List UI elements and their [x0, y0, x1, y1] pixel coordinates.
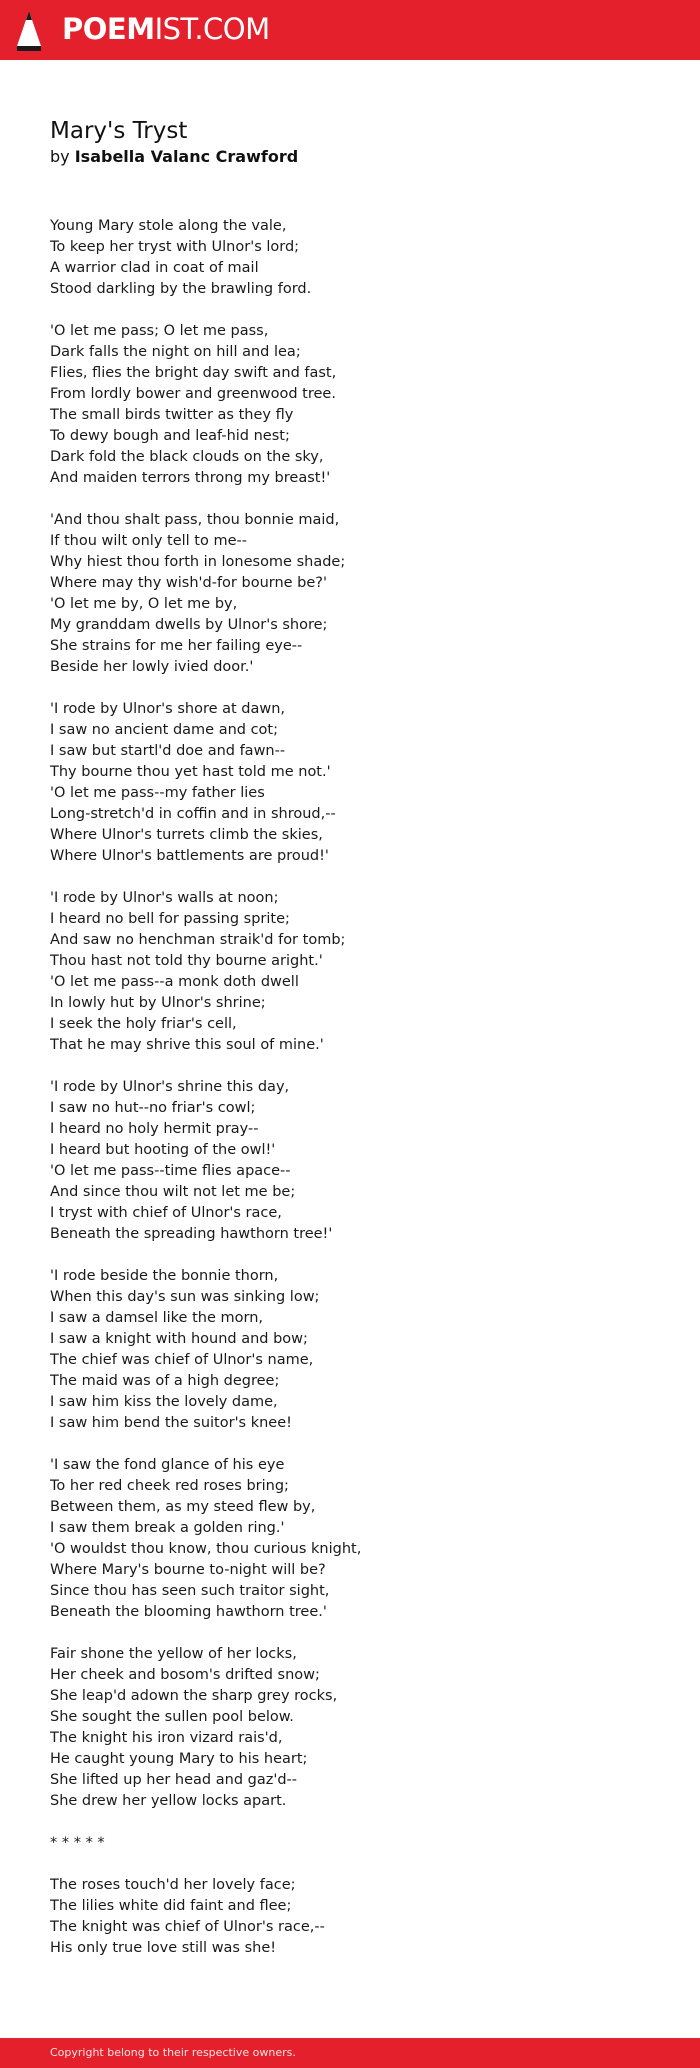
poem-line: To her red cheek red roses bring; — [50, 1478, 289, 1494]
poem-line: Young Mary stole along the vale, — [50, 218, 287, 234]
poem-line: Dark fold the black clouds on the sky, — [50, 449, 324, 465]
poem-line: 'O let me pass--time flies apace-- — [50, 1163, 291, 1179]
poem-line: To dewy bough and leaf-hid nest; — [50, 428, 290, 444]
poem-line: Since thou has seen such traitor sight, — [50, 1583, 330, 1599]
poem-stanza — [50, 1077, 650, 1245]
poem-line: 'O let me pass; O let me pass, — [50, 323, 269, 339]
poem-line: The knight his iron vizard rais'd, — [50, 1730, 283, 1746]
poem-line: 'And thou shalt pass, thou bonnie maid, — [50, 512, 340, 528]
poem-line: 'I rode by Ulnor's shore at dawn, — [50, 701, 286, 717]
site-logo[interactable] — [62, 12, 270, 46]
poem-line: Where may thy wish'd-for bourne be?' — [50, 575, 327, 591]
poem-stanza — [50, 699, 650, 867]
poem-stanza — [50, 888, 650, 1056]
poem-line: Long-stretch'd in coffin and in shroud,-- — [50, 806, 336, 822]
poem-line: I heard but hooting of the owl!' — [50, 1142, 276, 1158]
poem-line: A warrior clad in coat of mail — [50, 260, 259, 276]
poem-line: In lowly hut by Ulnor's shrine; — [50, 995, 266, 1011]
poem-line: 'I saw the fond glance of his eye — [50, 1457, 285, 1473]
poem-byline — [50, 146, 650, 168]
author-name[interactable]: Isabella Valanc Crawford — [74, 147, 299, 166]
poem-stanza — [50, 1266, 650, 1434]
poem-stanza — [50, 321, 650, 489]
poem-line: She leap'd adown the sharp grey rocks, — [50, 1688, 338, 1704]
poem-line: He caught young Mary to his heart; — [50, 1751, 308, 1767]
copyright-text: Copyright belong to their respective owners. — [50, 2046, 296, 2059]
poem-line: 'I rode by Ulnor's walls at noon; — [50, 890, 279, 906]
site-header — [0, 0, 700, 60]
poem-line: Stood darkling by the brawling ford. — [50, 281, 312, 297]
poem-line: Where Ulnor's turrets climb the skies, — [50, 827, 323, 843]
poem-line: 'O let me pass--a monk doth dwell — [50, 974, 299, 990]
poem-line: I heard no holy hermit pray-- — [50, 1121, 259, 1137]
poem-line: 'O wouldst thou know, thou curious knight, — [50, 1541, 362, 1557]
poem-title: Mary's Tryst — [50, 118, 188, 144]
poem-line: I tryst with chief of Ulnor's race, — [50, 1205, 282, 1221]
poem-line: Fair shone the yellow of her locks, — [50, 1646, 297, 1662]
poem-content — [50, 116, 650, 1980]
poem-line: I saw them break a golden ring.' — [50, 1520, 285, 1536]
poem-line: To keep her tryst with Ulnor's lord; — [50, 239, 300, 255]
poem-line: I saw him kiss the lovely dame, — [50, 1394, 278, 1410]
poem-line: 'O let me pass--my father lies — [50, 785, 265, 801]
poem-line: I saw no hut--no friar's cowl; — [50, 1100, 256, 1116]
poem-line: His only true love still was she! — [50, 1940, 277, 1956]
pencil-tip-icon[interactable] — [16, 10, 42, 52]
poem-line: The roses touch'd her lovely face; — [50, 1877, 296, 1893]
poem-stanza — [50, 216, 650, 300]
poem-line: Thy bourne thou yet hast told me not.' — [50, 764, 331, 780]
poem-line: The knight was chief of Ulnor's race,-- — [50, 1919, 325, 1935]
poem-line: Beside her lowly ivied door.' — [50, 659, 254, 675]
poem-line: Thou hast not told thy bourne aright.' — [50, 953, 323, 969]
poem-line: The maid was of a high degree; — [50, 1373, 280, 1389]
poem-line: And saw no henchman straik'd for tomb; — [50, 932, 346, 948]
poem-line: 'I rode beside the bonnie thorn, — [50, 1268, 279, 1284]
poem-line: The chief was chief of Ulnor's name, — [50, 1352, 314, 1368]
poem-line: And maiden terrors throng my breast!' — [50, 470, 331, 486]
poem-line: The lilies white did faint and flee; — [50, 1898, 292, 1914]
poem-line: * * * * * — [50, 1835, 105, 1851]
poem-stanza — [50, 510, 650, 678]
poem-line: I heard no bell for passing sprite; — [50, 911, 290, 927]
poem-line: I saw no ancient dame and cot; — [50, 722, 278, 738]
logo-light-text: IST.COM — [154, 12, 270, 46]
poem-stanza — [50, 1875, 650, 1959]
poem-line: Between them, as my steed flew by, — [50, 1499, 316, 1515]
poem-body — [50, 216, 650, 1959]
poem-line: Where Ulnor's battlements are proud!' — [50, 848, 329, 864]
poem-line: Dark falls the night on hill and lea; — [50, 344, 301, 360]
poem-line: She sought the sullen pool below. — [50, 1709, 294, 1725]
poem-line: Her cheek and bosom's drifted snow; — [50, 1667, 320, 1683]
poem-line: Beneath the spreading hawthorn tree!' — [50, 1226, 333, 1242]
poem-line: When this day's sun was sinking low; — [50, 1289, 320, 1305]
poem-line: Where Mary's bourne to-night will be? — [50, 1562, 326, 1578]
poem-line: She drew her yellow locks apart. — [50, 1793, 287, 1809]
by-label: by — [50, 147, 70, 166]
poem-line: She strains for me her failing eye-- — [50, 638, 303, 654]
poem-line: My granddam dwells by Ulnor's shore; — [50, 617, 328, 633]
poem-line: And since thou wilt not let me be; — [50, 1184, 296, 1200]
poem-line: 'O let me by, O let me by, — [50, 596, 238, 612]
poem-line: I saw a knight with hound and bow; — [50, 1331, 308, 1347]
poem-line: From lordly bower and greenwood tree. — [50, 386, 336, 402]
poem-line: The small birds twitter as they fly — [50, 407, 294, 423]
poem-line: I saw but startl'd doe and fawn-- — [50, 743, 286, 759]
poem-line: Why hiest thou forth in lonesome shade; — [50, 554, 346, 570]
poem-line: Flies, flies the bright day swift and fast, — [50, 365, 337, 381]
poem-line: I seek the holy friar's cell, — [50, 1016, 237, 1032]
poem-line: If thou wilt only tell to me-- — [50, 533, 247, 549]
poem-line: Beneath the blooming hawthorn tree.' — [50, 1604, 327, 1620]
poem-stanza — [50, 1455, 650, 1623]
poem-line: I saw a damsel like the morn, — [50, 1310, 263, 1326]
site-footer — [0, 2038, 700, 2068]
poem-line: 'I rode by Ulnor's shrine this day, — [50, 1079, 290, 1095]
poem-stanza — [50, 1833, 650, 1854]
poem-line: She lifted up her head and gaz'd-- — [50, 1772, 297, 1788]
poem-line: I saw him bend the suitor's knee! — [50, 1415, 292, 1431]
poem-line: That he may shrive this soul of mine.' — [50, 1037, 324, 1053]
poem-stanza — [50, 1644, 650, 1812]
logo-bold-text: POEM — [62, 12, 155, 46]
